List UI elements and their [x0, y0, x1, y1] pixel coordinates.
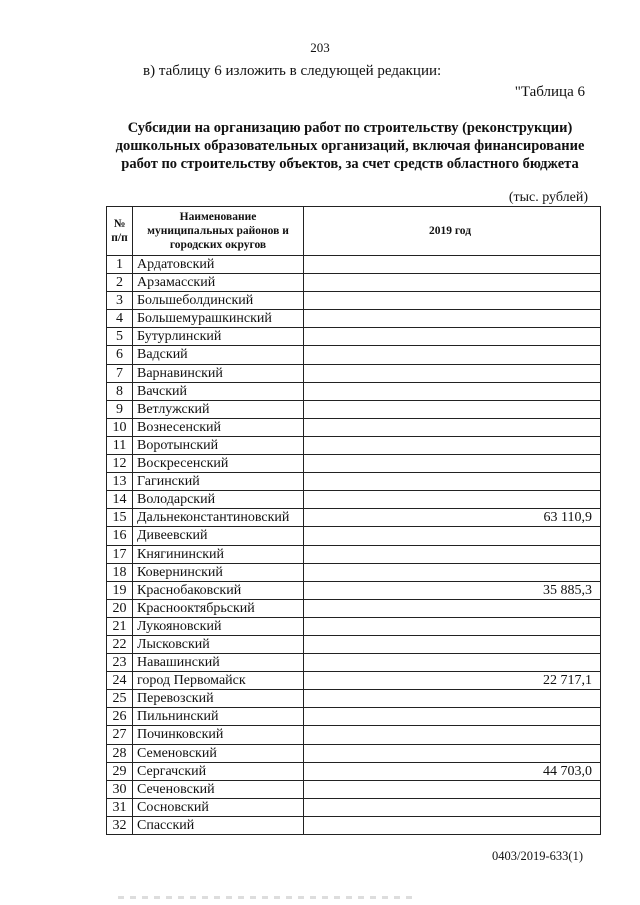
- row-number: 22: [107, 635, 133, 653]
- row-name: Вачский: [133, 382, 304, 400]
- row-value: [304, 292, 601, 310]
- table-row: [107, 274, 601, 292]
- table-row: [107, 563, 601, 581]
- row-number: 12: [107, 455, 133, 473]
- row-number: 9: [107, 400, 133, 418]
- row-number: 20: [107, 599, 133, 617]
- row-value: [304, 436, 601, 454]
- row-number: 18: [107, 563, 133, 581]
- row-name: Володарский: [133, 491, 304, 509]
- row-name: Ардатовский: [133, 256, 304, 274]
- table-row: [107, 581, 601, 599]
- row-name: Воскресенский: [133, 455, 304, 473]
- row-name: Навашинский: [133, 654, 304, 672]
- row-value: 44 703,0: [304, 762, 601, 780]
- row-name: Сеченовский: [133, 780, 304, 798]
- row-number: 27: [107, 726, 133, 744]
- row-name: Княгининский: [133, 545, 304, 563]
- table-row: [107, 310, 601, 328]
- table-row: [107, 599, 601, 617]
- row-name: Краснобаковский: [133, 581, 304, 599]
- row-value: [304, 654, 601, 672]
- row-name: Дивеевский: [133, 527, 304, 545]
- table-row: [107, 328, 601, 346]
- row-number: 29: [107, 762, 133, 780]
- row-name: Починковский: [133, 726, 304, 744]
- row-number: 19: [107, 581, 133, 599]
- table-row: [107, 382, 601, 400]
- row-value: [304, 708, 601, 726]
- row-value: [304, 274, 601, 292]
- row-name: Воротынский: [133, 436, 304, 454]
- row-name: Вознесенский: [133, 418, 304, 436]
- table-row: [107, 708, 601, 726]
- table-row: [107, 798, 601, 816]
- row-number: 11: [107, 436, 133, 454]
- table-row: [107, 455, 601, 473]
- row-name: Сосновский: [133, 798, 304, 816]
- row-number: 1: [107, 256, 133, 274]
- row-name: Перевозский: [133, 690, 304, 708]
- row-value: [304, 744, 601, 762]
- intro-text: в) таблицу 6 изложить в следующей редакции:: [143, 63, 442, 79]
- row-name: Ковернинский: [133, 563, 304, 581]
- row-value: [304, 491, 601, 509]
- row-value: [304, 599, 601, 617]
- table-row: [107, 418, 601, 436]
- header-value: 2019 год: [304, 207, 601, 256]
- table-body: [107, 256, 601, 835]
- row-value: [304, 780, 601, 798]
- row-number: 30: [107, 780, 133, 798]
- row-number: 16: [107, 527, 133, 545]
- row-number: 21: [107, 617, 133, 635]
- table-row: [107, 473, 601, 491]
- table-row: [107, 672, 601, 690]
- row-name: город Первомайск: [133, 672, 304, 690]
- table-row: [107, 762, 601, 780]
- row-number: 26: [107, 708, 133, 726]
- row-value: 22 717,1: [304, 672, 601, 690]
- row-number: 10: [107, 418, 133, 436]
- table-row: [107, 491, 601, 509]
- table-row: [107, 690, 601, 708]
- row-value: [304, 545, 601, 563]
- table-row: [107, 436, 601, 454]
- row-value: [304, 400, 601, 418]
- table-row: [107, 545, 601, 563]
- row-name: Ветлужский: [133, 400, 304, 418]
- row-number: 4: [107, 310, 133, 328]
- table-header-row: [107, 207, 601, 256]
- row-number: 15: [107, 509, 133, 527]
- row-value: [304, 382, 601, 400]
- row-name: Лукояновский: [133, 617, 304, 635]
- header-num: № п/п: [107, 207, 133, 256]
- table-row: [107, 400, 601, 418]
- row-name: Спасский: [133, 816, 304, 834]
- row-name: Гагинский: [133, 473, 304, 491]
- row-number: 31: [107, 798, 133, 816]
- row-number: 17: [107, 545, 133, 563]
- row-number: 25: [107, 690, 133, 708]
- header-name: Наименование муниципальных районов и городских округов: [133, 207, 304, 256]
- row-value: [304, 816, 601, 834]
- row-name: Краснооктябрьский: [133, 599, 304, 617]
- row-name: Семеновский: [133, 744, 304, 762]
- row-value: [304, 690, 601, 708]
- row-value: [304, 256, 601, 274]
- page-number: 203: [310, 40, 330, 55]
- table-row: [107, 617, 601, 635]
- row-value: 35 885,3: [304, 581, 601, 599]
- footer-code: 0403/2019-633(1): [492, 849, 583, 863]
- row-name: Лысковский: [133, 635, 304, 653]
- row-value: [304, 364, 601, 382]
- table-row: [107, 816, 601, 834]
- row-value: [304, 473, 601, 491]
- row-value: 63 110,9: [304, 509, 601, 527]
- document-title: Субсидии на организацию работ по строительству (реконструкции) дошкольных образовательных организаций, включая финансирование работ по строительству объектов, за счет средств областного бюджета: [115, 120, 585, 172]
- row-number: 14: [107, 491, 133, 509]
- table-row: [107, 292, 601, 310]
- table-reference: "Таблица 6: [514, 84, 585, 100]
- table-row: [107, 744, 601, 762]
- table-row: [107, 527, 601, 545]
- row-name: Варнавинский: [133, 364, 304, 382]
- row-value: [304, 635, 601, 653]
- row-number: 3: [107, 292, 133, 310]
- table-row: [107, 256, 601, 274]
- row-value: [304, 527, 601, 545]
- table-row: [107, 726, 601, 744]
- table-row: [107, 780, 601, 798]
- row-value: [304, 310, 601, 328]
- row-value: [304, 798, 601, 816]
- table-row: [107, 346, 601, 364]
- table-row: [107, 654, 601, 672]
- row-name: Дальнеконстантиновский: [133, 509, 304, 527]
- table-row: [107, 635, 601, 653]
- row-name: Пильнинский: [133, 708, 304, 726]
- row-number: 23: [107, 654, 133, 672]
- row-number: 7: [107, 364, 133, 382]
- row-name: Вадский: [133, 346, 304, 364]
- row-number: 24: [107, 672, 133, 690]
- row-name: Сергачский: [133, 762, 304, 780]
- row-name: Бутурлинский: [133, 328, 304, 346]
- row-number: 8: [107, 382, 133, 400]
- row-number: 32: [107, 816, 133, 834]
- table-row: [107, 364, 601, 382]
- row-value: [304, 726, 601, 744]
- table-row: [107, 509, 601, 527]
- row-number: 28: [107, 744, 133, 762]
- row-value: [304, 328, 601, 346]
- row-value: [304, 563, 601, 581]
- row-name: Большемурашкинский: [133, 310, 304, 328]
- scan-artifact: [118, 896, 418, 899]
- row-number: 5: [107, 328, 133, 346]
- row-value: [304, 455, 601, 473]
- row-number: 13: [107, 473, 133, 491]
- row-value: [304, 418, 601, 436]
- unit-label: (тыс. рублей): [508, 190, 588, 205]
- row-name: Большеболдинский: [133, 292, 304, 310]
- row-value: [304, 617, 601, 635]
- row-name: Арзамасский: [133, 274, 304, 292]
- row-value: [304, 346, 601, 364]
- subsidy-table: [106, 206, 601, 835]
- row-number: 6: [107, 346, 133, 364]
- row-number: 2: [107, 274, 133, 292]
